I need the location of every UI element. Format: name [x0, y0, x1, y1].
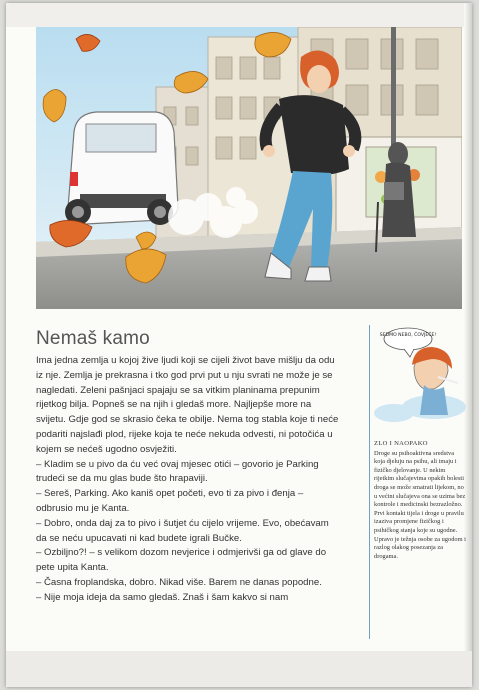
article-body	[36, 354, 341, 606]
article-title: Nemaš kamo	[36, 328, 150, 349]
sidebar-text	[374, 440, 466, 561]
magazine-page	[6, 3, 472, 687]
sidebar-paragraph: Droge su psihoaktivna sredstva koja djeluju na psihu, ali imaju i fizičko djelovanje. U nekim rijetkim slučajevima opakih bolesti droga se može smatrati lijekom, no u većini slučajeva ona se uzima bez kontrole i medicinski bezrazložno.	[374, 449, 466, 509]
body-paragraph: – Dobro, onda daj za to pivo i šutjet ću cijelo vrijeme. Evo, obećavam da se neću upucavati ni kad budete igrali Bučke.	[36, 517, 329, 544]
body-paragraph: – Nije moja ideja da samo gledaš. Znaš i šam kakvo si nam	[36, 591, 289, 603]
bottom-margin	[6, 651, 472, 687]
street-scene-image	[36, 27, 462, 309]
body-paragraph: – Ozbiljno?! – s velikom dozom nevjerice i odmjerivši ga od glave do pete upita Kanta.	[36, 547, 327, 574]
sidebar-cartoon	[374, 325, 468, 427]
body-paragraph: – Kladim se u pivo da ću već ovaj mjesec otići – govorio je Parking trudeći se da mu glas bude što hrapaviji.	[36, 458, 319, 485]
top-margin	[6, 3, 472, 27]
body-paragraph: – Časna froplandska, dobro. Nikad više. Barem ne danas popodne.	[36, 576, 322, 588]
sidebar-heading: ZLO I NAOPAKO	[374, 440, 428, 447]
body-paragraph: – Sereš, Parking. Ako kaniš opet početi, evo ti za pivo i đenja – odbrusio mu je Kanta.	[36, 488, 304, 514]
comic-illustration	[36, 27, 462, 309]
body-paragraph: Ima jedna zemlja u kojoj žive ljudi koji se cijeli život bave mišlju da odu iz nje. Zemlja je prekrasna i tko god prvi put u nju svrati ne može je se nagledati. Zeleni pašnjaci spajaju se sa vitkim planinama prepunim rijetkog bilja. Popneš se na njih i gledaš more. Najljepše more na svijetu. Gdje god se skrasio čeka te obilje. Nema tog stabla koje ti neće podariti najslađi plod, rijeke koja te neće nekuda odvesti, ni potočića u kojem se nećeš ugodno osvježiti.	[36, 355, 339, 455]
speech-bubble-text: SEDMO NEBO, ČOVJEČE!	[379, 333, 437, 338]
sidebar-paragraph: Prvi kontakt tijela i droge u pravilu izaziva promjene fizičkog i psihičkog stanja koje su ugodne. Upravo je težnja osobe za ugodom i razlog olakog posezanja za drogama.	[374, 509, 466, 560]
van	[65, 112, 178, 225]
